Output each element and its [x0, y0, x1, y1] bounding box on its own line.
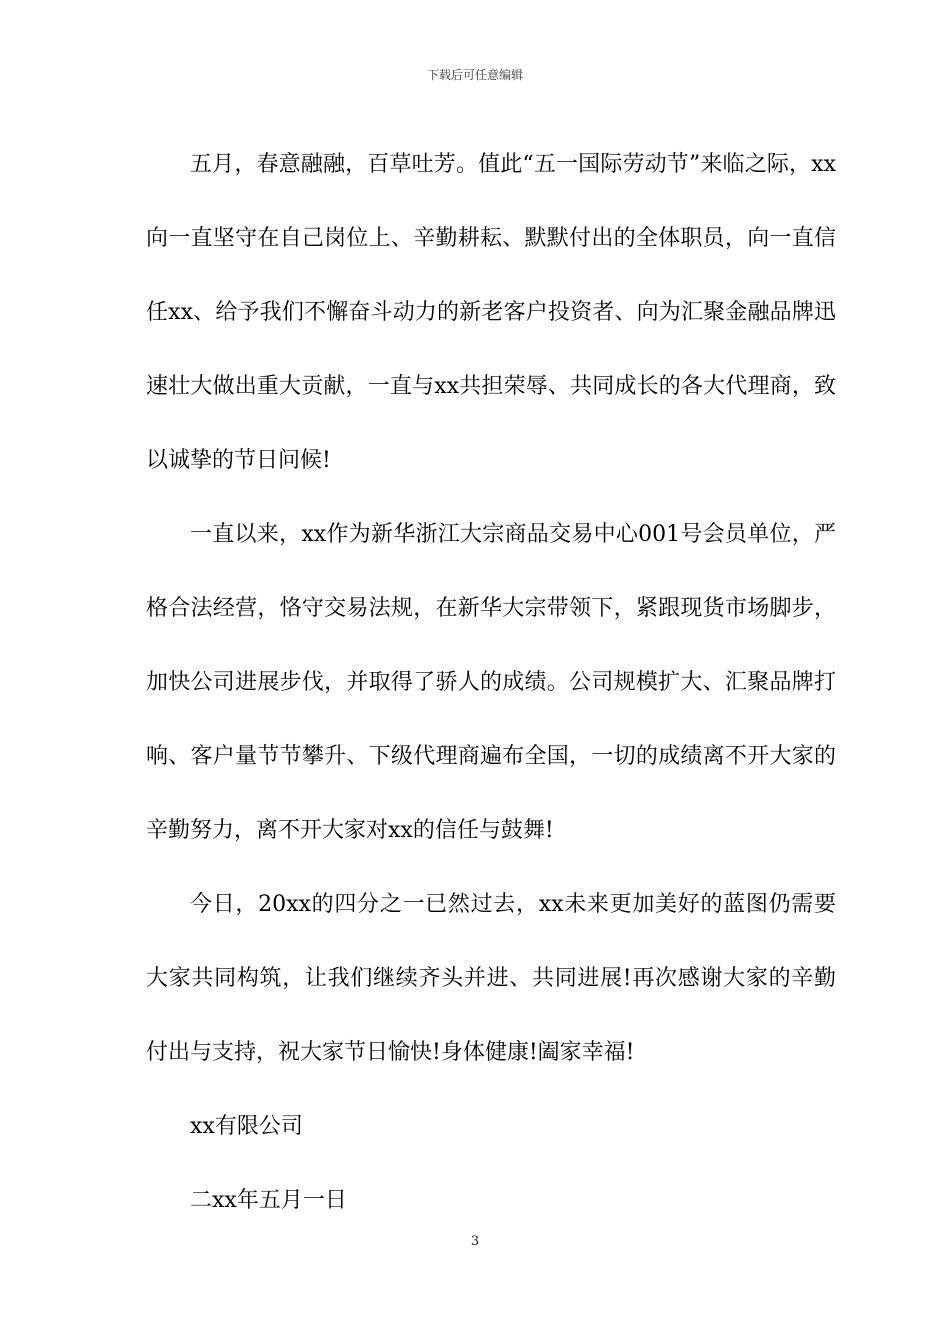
signature-date: 二xx年五月一日	[190, 1188, 347, 1213]
signature-company: xx有限公司	[190, 1114, 303, 1139]
paragraph-achievements: 一直以来，xx作为新华浙江大宗商品交易中心001号会员单位，严格合法经营，恪守交易法规，在新华大宗带领下，紧跟现货市场脚步，加快公司进展步伐，并取得了骄人的成绩。公司规模扩大、汇聚品牌打响、客户量节节攀升、下级代理商遍布全国，一切的成绩离不开大家的辛勤努力，离不开大家对xx的信任与鼓舞!	[146, 522, 836, 843]
paragraph-closing: 今日，20xx的四分之一已然过去，xx未来更加美好的蓝图仍需要大家共同构筑，让我们继续齐头并进、共同进展!再次感谢大家的辛勤付出与支持，祝大家节日愉快!身体健康!阖家幸福!	[146, 892, 836, 1065]
header-note: 下载后可任意编辑	[426, 68, 523, 82]
letter-body	[146, 128, 836, 1238]
paragraph-greeting: 五月，春意融融，百草吐芳。值此“五一国际劳动节”来临之际，xx向一直坚守在自己岗位上、辛勤耕耘、默默付出的全体职员，向一直信任xx、给予我们不懈奋斗动力的新老客户投资者、向为汇聚金融品牌迅速壮大做出重大贡献，一直与xx共担荣辱、共同成长的各大代理商，致以诚挚的节日问候!	[146, 152, 836, 473]
page-number: 3	[470, 1234, 480, 1249]
